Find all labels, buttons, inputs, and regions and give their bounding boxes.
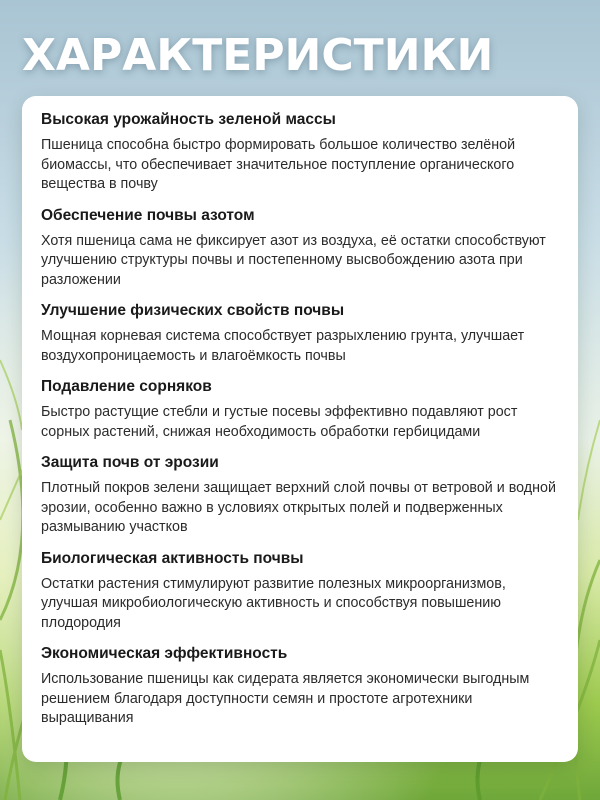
item-heading: Защита почв от эрозии — [41, 454, 219, 471]
list-item — [41, 644, 560, 729]
characteristics-card — [22, 96, 578, 762]
item-heading: Обеспечение почвы азотом — [41, 206, 255, 224]
page-title: ХАРАКТЕРИСТИКИ — [22, 30, 494, 81]
item-description: Остатки растения стимулируют развитие полезных микроорганизмов, улучшая микробиологическую активность и способствуя повышению плодородия — [41, 575, 506, 631]
item-description: Пшеница способна быстро формировать большое количество зелёной биомассы, что обеспечивает значительное поступление органического вещества в почву — [41, 137, 516, 192]
item-heading: Улучшение физических свойств почвы — [41, 302, 345, 319]
list-item — [41, 110, 560, 195]
list-item — [41, 549, 560, 634]
item-heading: Высокая урожайность зеленой массы — [41, 111, 336, 128]
item-description: Плотный покров зелени защищает верхний слой почвы от ветровой и водной эрозии, особенно важно в условиях открытых полей и подверженных размыванию участков — [41, 480, 556, 535]
list-item — [41, 206, 560, 291]
item-description: Использование пшеницы как сидерата является экономически выгодным решением благодаря доступности семян и простоте агротехники выращивания — [41, 671, 530, 726]
item-description: Хотя пшеница сама не фиксирует азот из воздуха, её остатки способствуют улучшению структуры почвы и постепенному высвобождению азота при разложении — [41, 232, 546, 288]
item-heading: Экономическая эффективность — [41, 645, 288, 662]
item-heading: Биологическая активность почвы — [41, 549, 304, 567]
list-item — [41, 377, 560, 442]
list-item — [41, 453, 560, 538]
item-description: Мощная корневая система способствует разрыхлению грунта, улучшает воздухопроницаемость и влагоёмкость почвы — [41, 328, 525, 364]
item-heading: Подавление сорняков — [41, 378, 212, 395]
list-item — [41, 301, 560, 366]
item-description: Быстро растущие стебли и густые посевы эффективно подавляют рост сорных растений, снижая необходимость обработки гербицидами — [41, 404, 518, 440]
